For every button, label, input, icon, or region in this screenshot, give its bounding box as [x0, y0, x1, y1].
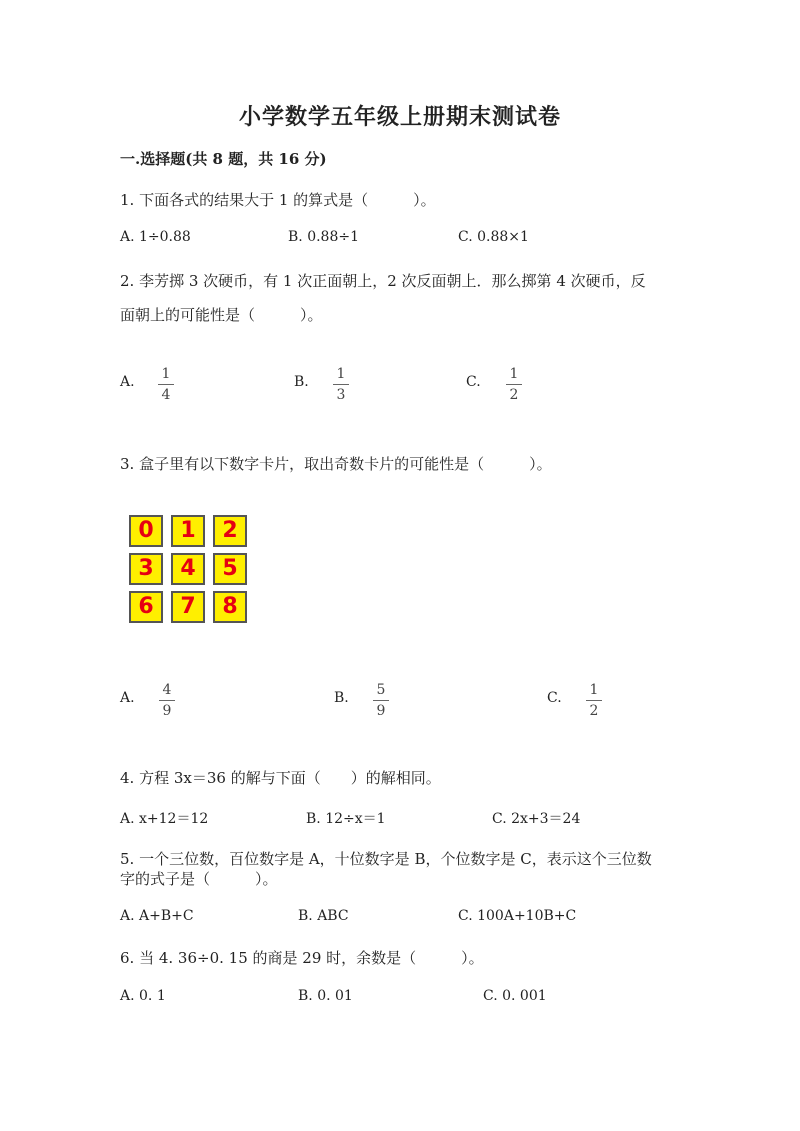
q3-option-c-fraction [586, 683, 602, 718]
fraction-bar [333, 384, 349, 385]
number-card: 8 [213, 591, 247, 623]
number-card: 3 [129, 553, 163, 585]
number-card: 5 [213, 553, 247, 585]
q3-option-b-fraction [373, 683, 389, 718]
q1-option-b: B. 0.88÷1 [288, 229, 359, 245]
question-3-stem: 3. 盒子里有以下数字卡片，取出奇数卡片的可能性是（ ）。 [120, 455, 552, 473]
question-6-stem: 6. 当 4. 36÷0. 15 的商是 29 时，余数是（ ）。 [120, 949, 484, 967]
fraction-numerator: 5 [376, 682, 386, 698]
q4-option-c: C. 2x+3＝24 [492, 811, 581, 827]
fraction-denominator: 2 [589, 703, 599, 719]
q5-option-c: C. 100A+10B+C [458, 908, 577, 924]
section-heading: 一.选择题(共 8 题，共 16 分) [120, 150, 327, 168]
fraction-bar [373, 700, 389, 701]
fraction-numerator: 1 [509, 366, 519, 382]
fraction-denominator: 3 [336, 387, 346, 403]
q1-option-a: A. 1÷0.88 [120, 229, 191, 245]
q5-option-a: A. A+B+C [120, 908, 194, 924]
q2-option-c-fraction [506, 367, 522, 402]
question-2-stem-line2: 面朝上的可能性是（ ）。 [120, 306, 323, 324]
fraction-numerator: 4 [162, 682, 172, 698]
q3-option-a-label: A. [120, 690, 135, 706]
number-card: 2 [213, 515, 247, 547]
question-5-stem-line2: 字的式子是（ ）。 [120, 870, 278, 888]
q2-option-b-fraction [333, 367, 349, 402]
fraction-bar [586, 700, 602, 701]
q6-option-a: A. 0. 1 [120, 988, 166, 1004]
question-1-stem: 1. 下面各式的结果大于 1 的算式是（ ）。 [120, 191, 436, 209]
fraction-denominator: 4 [161, 387, 171, 403]
q3-option-a-fraction [159, 683, 175, 718]
q2-option-a-label: A. [120, 374, 135, 390]
q4-option-b: B. 12÷x＝1 [306, 811, 386, 827]
question-5-stem-line1: 5. 一个三位数，百位数字是 A，十位数字是 B，个位数字是 C，表示这个三位数 [120, 850, 652, 868]
q4-option-a: A. x+12＝12 [120, 811, 209, 827]
q3-option-b-label: B. [334, 690, 349, 706]
number-card: 1 [171, 515, 205, 547]
q1-option-c: C. 0.88×1 [458, 229, 529, 245]
q6-option-b: B. 0. 01 [298, 988, 353, 1004]
page-title: 小学数学五年级上册期末测试卷 [238, 104, 561, 130]
q2-option-b-label: B. [294, 374, 309, 390]
question-2-stem-line1: 2. 李芳掷 3 次硬币，有 1 次正面朝上，2 次反面朝上．那么掷第 4 次硬币，反 [120, 272, 646, 290]
fraction-denominator: 9 [376, 703, 386, 719]
number-card: 6 [129, 591, 163, 623]
q5-option-b: B. ABC [298, 908, 349, 924]
fraction-denominator: 2 [509, 387, 519, 403]
fraction-numerator: 1 [336, 366, 346, 382]
fraction-numerator: 1 [161, 366, 171, 382]
fraction-denominator: 9 [162, 703, 172, 719]
q6-option-c: C. 0. 001 [483, 988, 547, 1004]
number-card: 0 [129, 515, 163, 547]
number-card: 4 [171, 553, 205, 585]
q2-option-a-fraction [158, 367, 174, 402]
question-4-stem: 4. 方程 3x＝36 的解与下面（ ）的解相同。 [120, 769, 441, 787]
q3-option-c-label: C. [547, 690, 562, 706]
fraction-bar [506, 384, 522, 385]
fraction-bar [159, 700, 175, 701]
number-card: 7 [171, 591, 205, 623]
fraction-bar [158, 384, 174, 385]
fraction-numerator: 1 [589, 682, 599, 698]
q2-option-c-label: C. [466, 374, 481, 390]
